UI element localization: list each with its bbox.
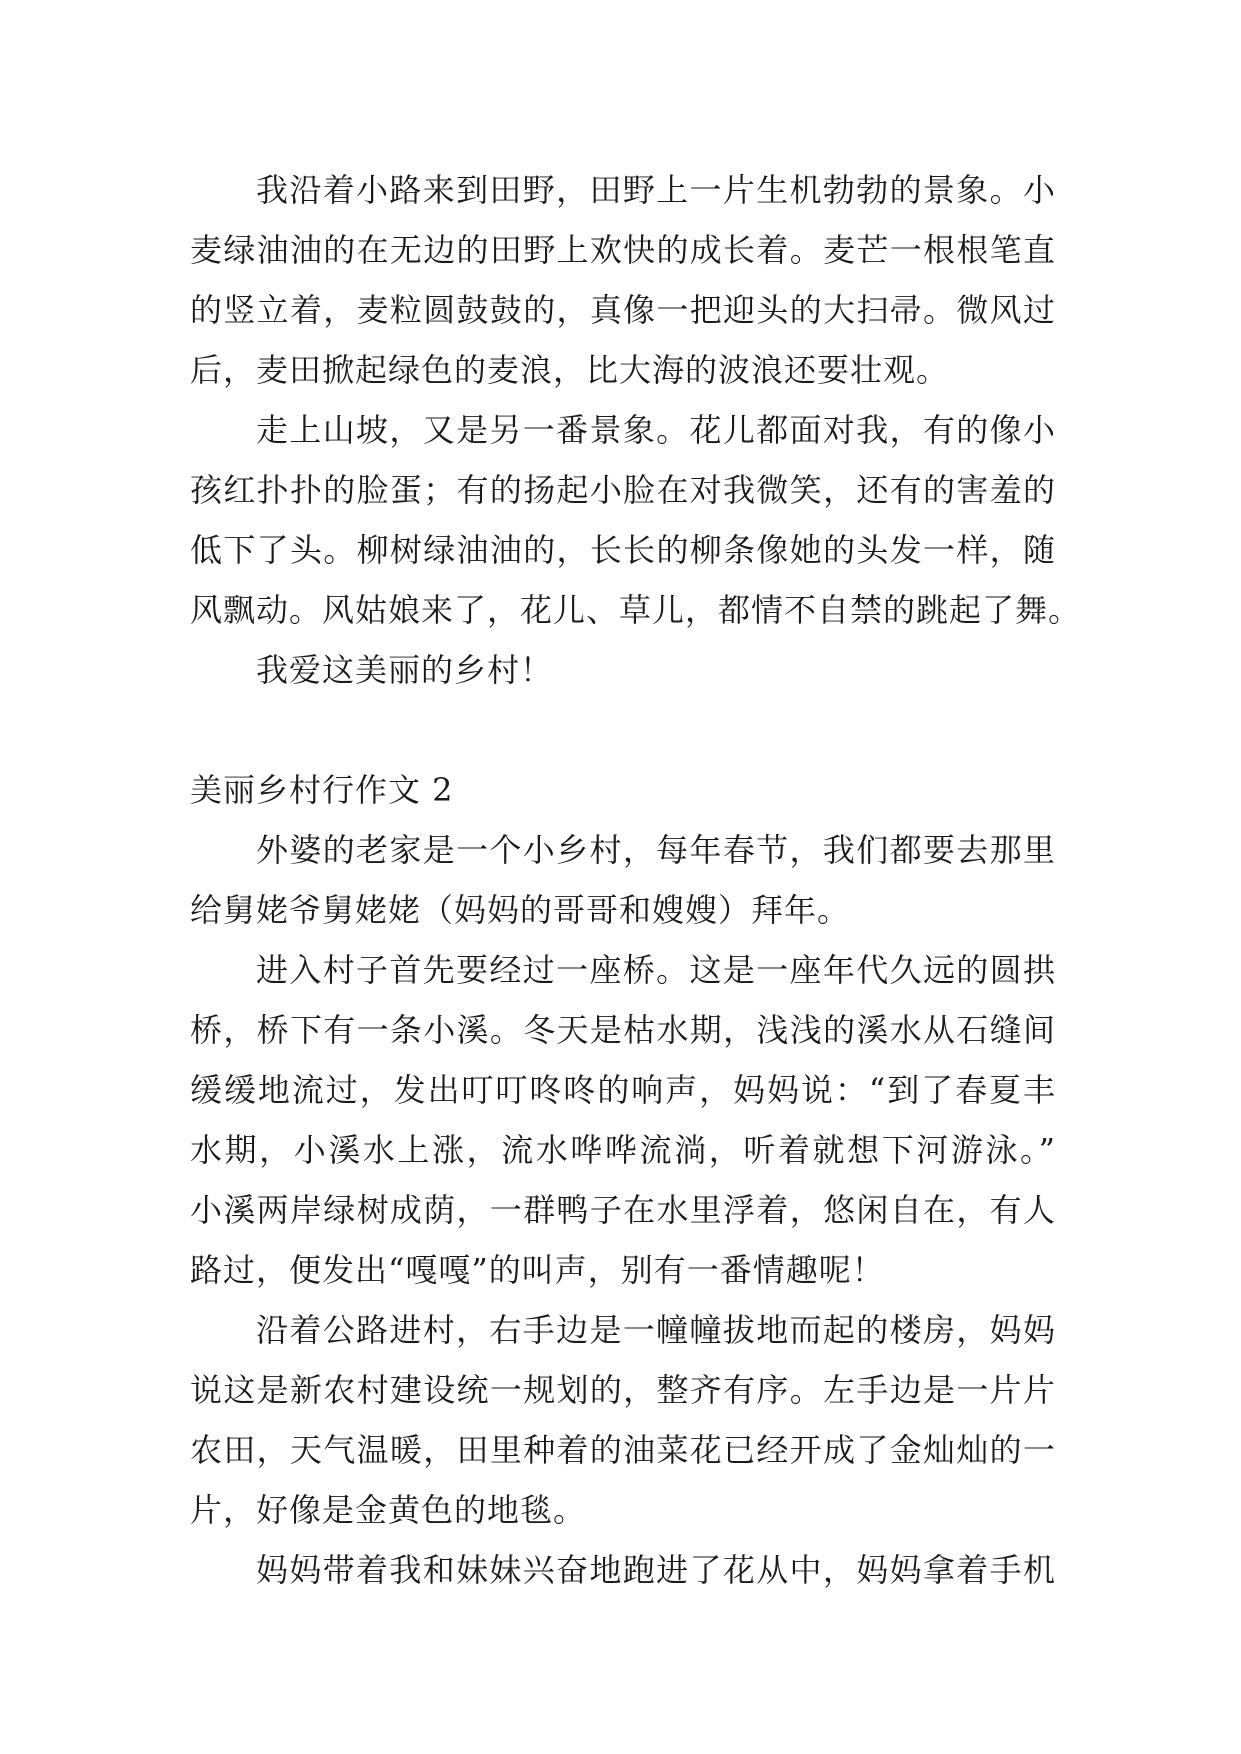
paragraph	[190, 1300, 1056, 1540]
text-line: 农田，天气温暖，田里种着的油菜花已经开成了金灿灿的一	[190, 1431, 1056, 1469]
text-line: 风飘动。风姑娘来了，花儿、草儿，都情不自禁的跳起了舞。	[190, 591, 1082, 629]
text-line: 妈妈带着我和妹妹兴奋地跑进了花从中，妈妈拿着手机	[256, 1551, 1056, 1589]
text-line: 孩红扑扑的脸蛋；有的扬起小脸在对我微笑，还有的害羞的	[190, 471, 1056, 509]
text-line: 给舅姥爷舅姥姥（妈妈的哥哥和嫂嫂）拜年。	[190, 891, 851, 929]
spacer	[190, 700, 1056, 760]
paragraph	[190, 1540, 1056, 1600]
text-line: 我沿着小路来到田野，田野上一片生机勃勃的景象。小	[256, 171, 1056, 209]
text-line: 沿着公路进村，右手边是一幢幢拔地而起的楼房，妈妈	[256, 1311, 1056, 1349]
text-line: 后，麦田掀起绿色的麦浪，比大海的波浪还要壮观。	[190, 351, 950, 389]
text-line: 说这是新农村建设统一规划的，整齐有序。左手边是一片片	[190, 1371, 1056, 1409]
section-heading: 美丽乡村行作文 2	[190, 771, 454, 809]
text-line: 缓缓地流过，发出叮叮咚咚的响声，妈妈说：“到了春夏丰	[190, 1071, 1056, 1109]
paragraph	[190, 820, 1056, 940]
paragraph	[190, 400, 1082, 640]
text-line: 外婆的老家是一个小乡村，每年春节，我们都要去那里	[256, 831, 1056, 869]
text-line: 我爱这美丽的乡村！	[256, 651, 554, 689]
text-line: 进入村子首先要经过一座桥。这是一座年代久远的圆拱	[256, 951, 1056, 989]
text-line: 小溪两岸绿树成荫，一群鸭子在水里浮着，悠闲自在，有人	[190, 1191, 1056, 1229]
paragraph	[190, 160, 1056, 400]
text-line: 片，好像是金黄色的地毯。	[190, 1491, 587, 1529]
text-line: 路过，便发出“嘎嘎”的叫声，别有一番情趣呢！	[190, 1251, 885, 1289]
text-line: 桥，桥下有一条小溪。冬天是枯水期，浅浅的溪水从石缝间	[190, 1011, 1056, 1049]
paragraph	[190, 940, 1056, 1300]
document-page	[190, 160, 1082, 1600]
text-line: 麦绿油油的在无边的田野上欢快的成长着。麦芒一根根笔直	[190, 231, 1056, 269]
text-line: 的竖立着，麦粒圆鼓鼓的，真像一把迎头的大扫帚。微风过	[190, 291, 1056, 329]
text-line: 水期，小溪水上涨，流水哗哗流淌，听着就想下河游泳。”	[190, 1131, 1056, 1169]
text-line: 走上山坡，又是另一番景象。花儿都面对我，有的像小	[256, 411, 1056, 449]
text-line: 低下了头。柳树绿油油的，长长的柳条像她的头发一样，随	[190, 531, 1056, 569]
paragraph	[190, 640, 1056, 700]
